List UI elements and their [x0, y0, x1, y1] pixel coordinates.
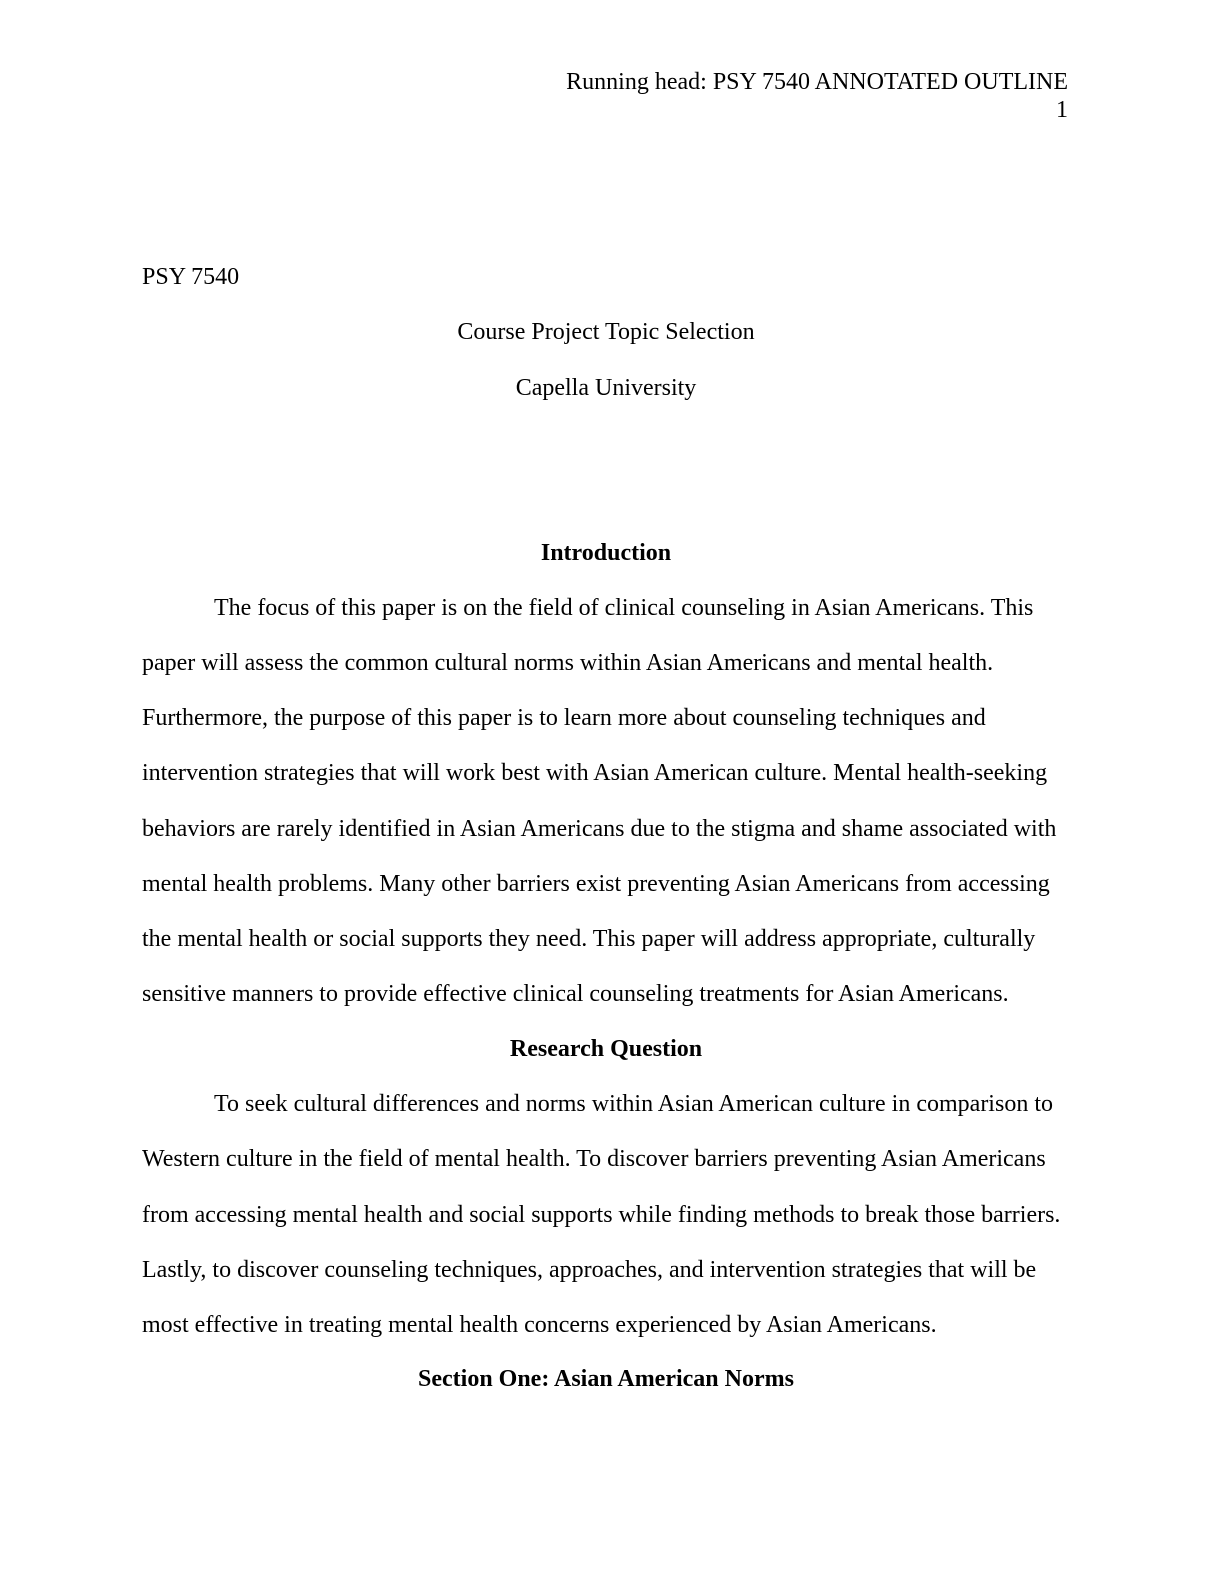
paragraph-line: sensitive manners to provide effective clinical counseling treatments for Asian Americans.	[142, 981, 1009, 1007]
paragraph-line: To seek cultural differences and norms within Asian American culture in comparison to	[214, 1091, 1053, 1117]
paper-title: Course Project Topic Selection	[457, 319, 755, 345]
institution: Capella University	[515, 375, 697, 401]
paragraph-line: paper will assess the common cultural norms within Asian Americans and mental health.	[142, 650, 994, 676]
paragraph-line: the mental health or social supports they need. This paper will address appropriate, culturally	[142, 926, 1036, 952]
page-number: 1	[1056, 97, 1068, 123]
paragraph-line: The focus of this paper is on the field of clinical counseling in Asian Americans. This	[214, 595, 1034, 621]
course-code: PSY 7540	[142, 264, 240, 290]
paragraph-line: most effective in treating mental health concerns experienced by Asian Americans.	[142, 1312, 937, 1338]
section-heading-asian-american-norms: Section One: Asian American Norms	[418, 1366, 794, 1392]
paragraph-line: mental health problems. Many other barriers exist preventing Asian Americans from accessing	[142, 871, 1050, 897]
paragraph-line: Furthermore, the purpose of this paper is to learn more about counseling techniques and	[142, 705, 986, 731]
section-heading-introduction: Introduction	[540, 540, 672, 566]
paragraph-line: from accessing mental health and social supports while finding methods to break those barriers.	[142, 1202, 1061, 1228]
running-head-text: Running head: PSY 7540 ANNOTATED OUTLINE	[566, 69, 1068, 95]
paragraph-line: behaviors are rarely identified in Asian Americans due to the stigma and shame associated with	[142, 816, 1057, 842]
section-heading-research-question: Research Question	[509, 1036, 703, 1062]
paragraph-line: Western culture in the field of mental health. To discover barriers preventing Asian Americans	[142, 1146, 1046, 1172]
paragraph-line: Lastly, to discover counseling techniques, approaches, and intervention strategies that will be	[142, 1257, 1037, 1283]
paragraph-line: intervention strategies that will work best with Asian American culture. Mental health-seeking	[142, 760, 1048, 786]
running-head	[566, 68, 1068, 124]
